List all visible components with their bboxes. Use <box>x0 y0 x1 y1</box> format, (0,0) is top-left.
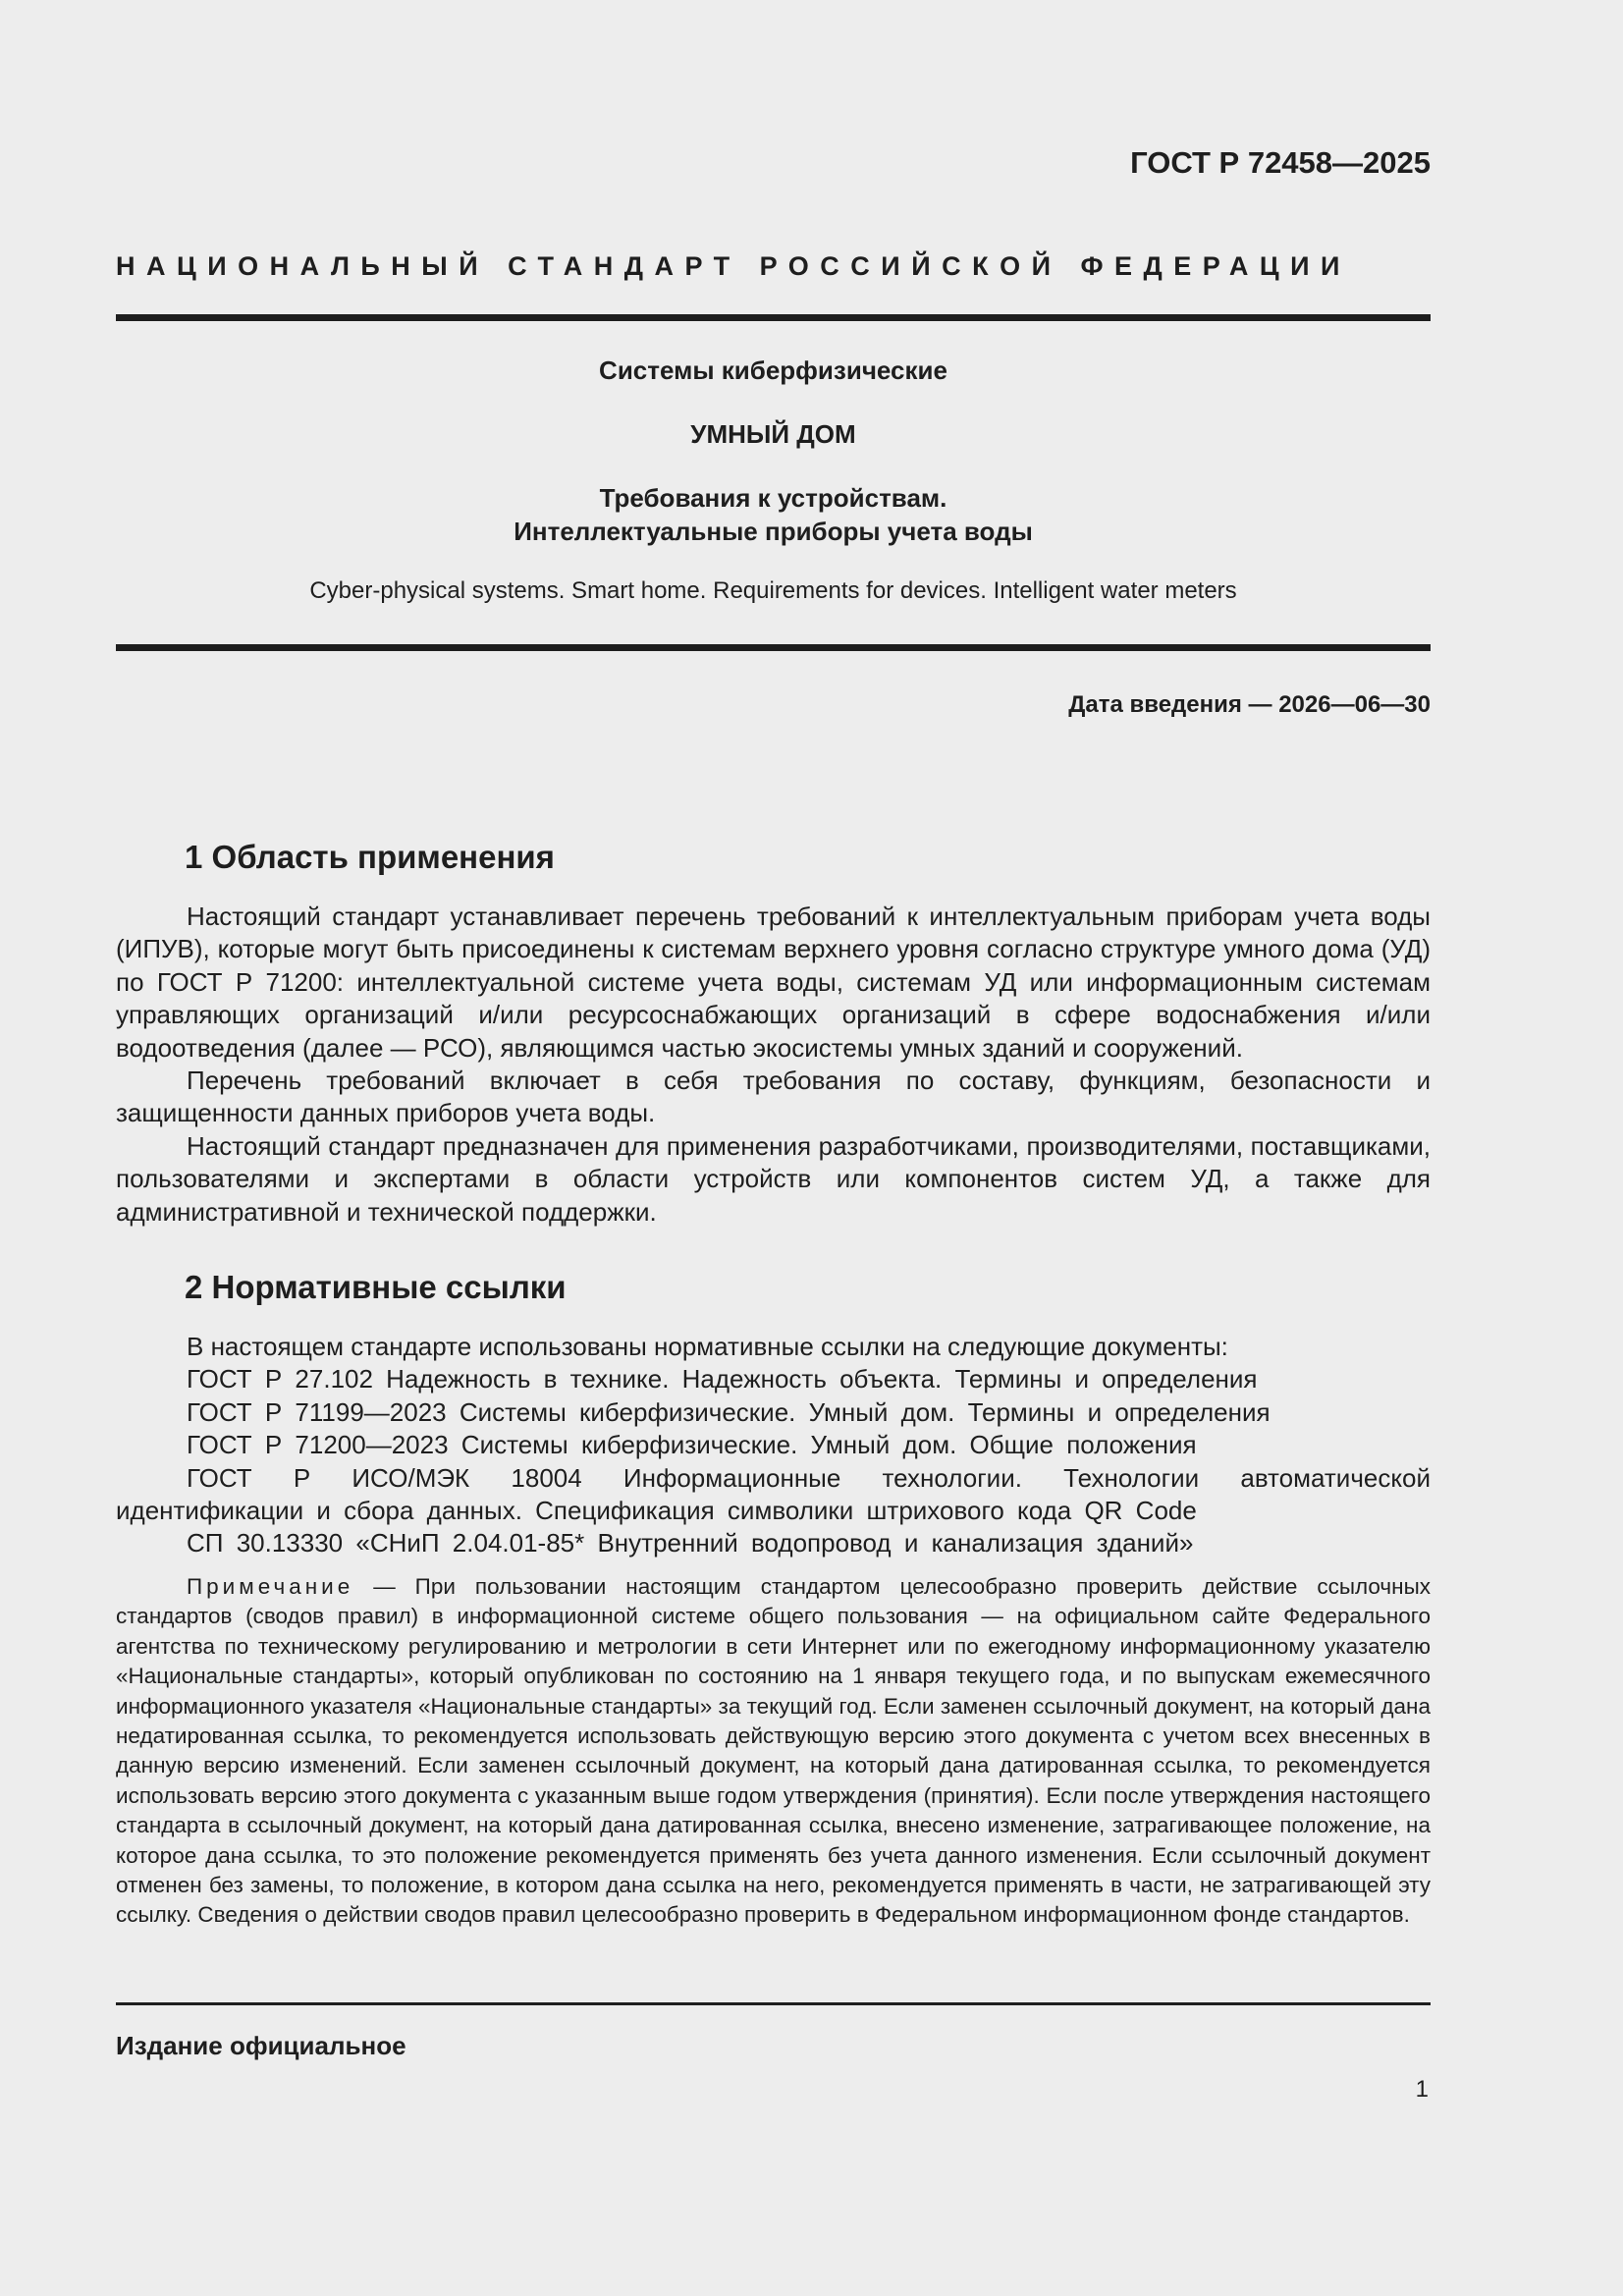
section-1-body <box>116 901 1431 1229</box>
footer-rule <box>116 2002 1431 2005</box>
section-1-paragraph-2: Перечень требований включает в себя требования по составу, функциям, безопасности и защищенности данных приборов учета воды. <box>116 1066 1431 1128</box>
introduction-date: Дата введения — 2026—06—30 <box>1068 691 1431 718</box>
note-text: — При пользовании настоящим стандартом целесообразно проверить действие ссылочных стандартов (сводов правил) в информационной системе общего пользования — на официальном сайте Федерального агентства по техническому регулированию и метрологии в сети Интернет или по ежегодному информационному указателю «Национальные стандарты», который опубликован по состоянию на 1 января текущего года, и по выпускам ежемесячного информационного указателя «Национальные стандарты» за текущий год. Если заменен ссылочный документ, на который дана недатированная ссылка, то рекомендуется использовать действующую версию этого документа с учетом всех внесенных в данную версию изменений. Если заменен ссылочный документ, на который дана датированная ссылка, то рекомендуется использовать версию этого документа с указанным выше годом утверждения (принятия). Если после утверждения настоящего стандарта в ссылочный документ, на который дана датированная ссылка, внесено изменение, затрагивающее положение, на которое дана ссылка, то это положение рекомендуется применять без учета данного изменения. Если ссылочный документ отменен без замены, то положение, в котором дана ссылка на него, рекомендуется применять в части, не затрагивающей эту ссылку. Сведения о действии сводов правил целесообразно проверить в Федеральном информационном фонде стандартов. <box>116 1574 1431 1928</box>
national-standard-heading: НАЦИОНАЛЬНЫЙ СТАНДАРТ РОССИЙСКОЙ ФЕДЕРАЦИИ <box>116 251 1351 281</box>
references-intro: В настоящем стандарте использованы нормативные ссылки на следующие документы: <box>187 1332 1228 1361</box>
title-line-3b: Интеллектуальные приборы учета воды <box>514 517 1033 546</box>
reference-item: ГОСТ Р ИСО/МЭК 18004 Информационные технологии. Технологии автоматической идентификации и сбора данных. Спецификация символики штрихового кода QR Code <box>116 1462 1431 1526</box>
top-rule <box>116 314 1431 321</box>
reference-item: ГОСТ Р 71200—2023 Системы киберфизические. Умный дом. Общие положения <box>187 1430 1197 1460</box>
section-1-paragraph-3: Настоящий стандарт предназначен для применения разработчиками, производителями, поставщиками, пользователями и экспертами в области устройств или компонентов систем УД, а также для административной и технической поддержки. <box>116 1130 1431 1227</box>
title-line-1: Системы киберфизические <box>599 355 947 385</box>
note-block <box>116 1572 1431 1931</box>
page-number: 1 <box>1415 2076 1429 2103</box>
title-line-2: УМНЫЙ ДОМ <box>690 419 856 449</box>
title-english: Cyber-physical systems. Smart home. Requirements for devices. Intelligent water meters <box>309 577 1237 604</box>
section-1-heading: 1 Область применения <box>185 839 555 875</box>
title-bottom-rule <box>116 644 1431 651</box>
reference-item: ГОСТ Р 71199—2023 Системы киберфизические. Умный дом. Термины и определения <box>187 1396 1271 1427</box>
note-label: Примечание <box>187 1574 354 1599</box>
gost-code: ГОСТ Р 72458—2025 <box>1130 145 1431 180</box>
official-edition: Издание официальное <box>116 2031 406 2060</box>
reference-item: СП 30.13330 «СНиП 2.04.01-85* Внутренний водопровод и канализация зданий» <box>187 1528 1194 1558</box>
reference-item: ГОСТ Р 27.102 Надежность в технике. Надежность объекта. Термины и определения <box>187 1364 1258 1394</box>
title-line-3a: Требования к устройствам. <box>599 483 947 513</box>
section-1-paragraph-1: Настоящий стандарт устанавливает перечень требований к интеллектуальным приборам учета воды (ИПУВ), которые могут быть присоединены к системам верхнего уровня согласно структуре умного дома (УД) по ГОСТ Р 71200: интеллектуальной системе учета воды, системам УД или информационным системам управляющих организаций и/или ресурсоснабжающих организаций в сфере водоснабжения и/или водоотведения (далее — РСО), являющимся частью экосистемы умных зданий и сооружений. <box>116 902 1431 1063</box>
section-2-heading: 2 Нормативные ссылки <box>185 1269 567 1305</box>
normative-references <box>116 1331 1431 1560</box>
